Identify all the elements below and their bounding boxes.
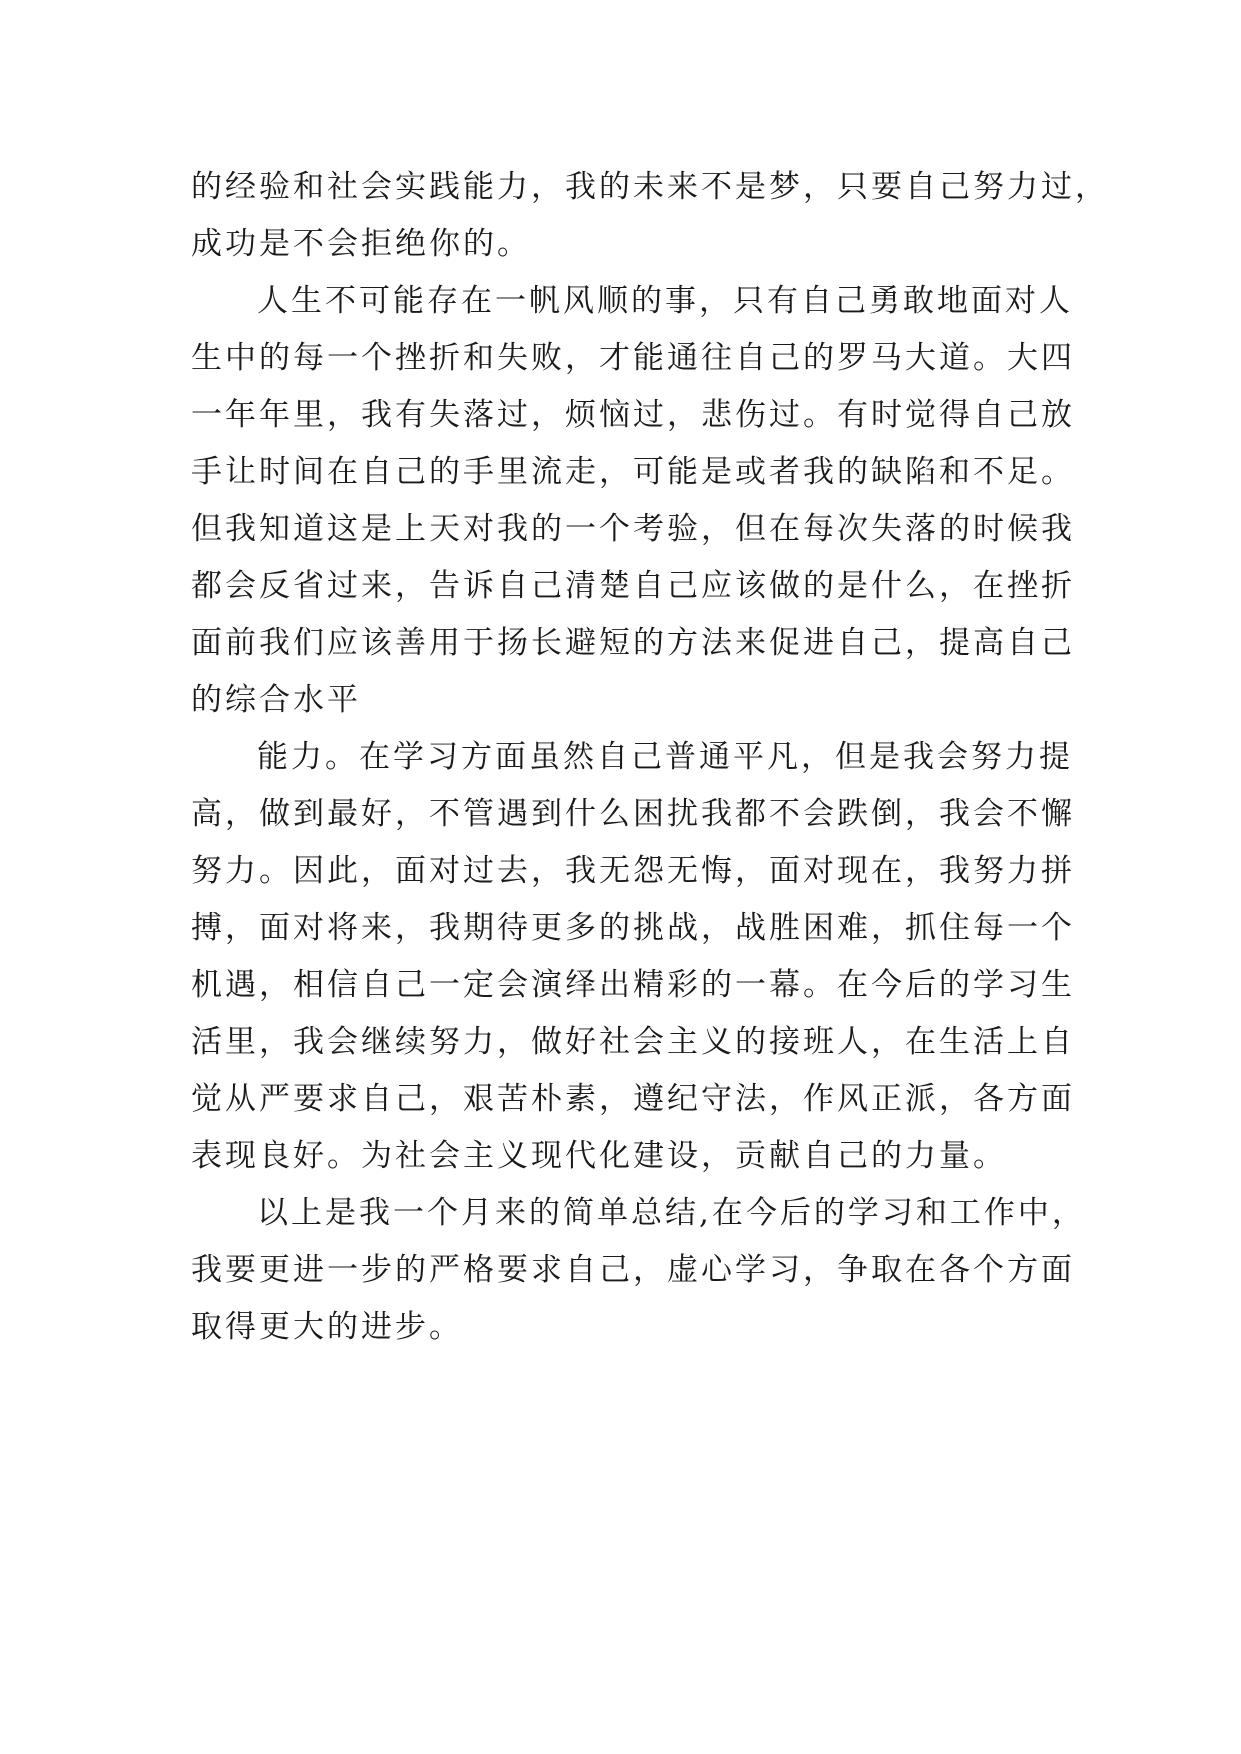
text-line: 机遇，相信自己一定会演绎出精彩的一幕。在今后的学习生	[191, 967, 1075, 1003]
text-line: 的综合水平	[191, 682, 361, 718]
text-line: 我要更进一步的严格要求自己，虚心学习，争取在各个方面	[191, 1252, 1075, 1288]
text-line: 以上是我一个月来的简单总结,在今后的学习和工作中，	[257, 1195, 1086, 1231]
text-line: 觉从严要求自己，艰苦朴素，遵纪守法，作风正派，各方面	[191, 1081, 1075, 1117]
text-line: 但我知道这是上天对我的一个考验，但在每次失落的时候我	[191, 511, 1075, 547]
text-line: 成功是不会拒绝你的。	[191, 226, 531, 262]
text-line: 人生不可能存在一帆风顺的事，只有自己勇敢地面对人	[257, 283, 1073, 319]
paragraph	[191, 1185, 1086, 1356]
text-line: 的经验和社会实践能力，我的未来不是梦，只要自己努力过，	[191, 169, 1109, 205]
text-line: 表现良好。为社会主义现代化建设，贡献自己的力量。	[191, 1138, 1007, 1174]
text-line: 都会反省过来，告诉自己清楚自己应该做的是什么，在挫折	[191, 568, 1075, 604]
paragraph	[191, 273, 1075, 729]
text-line: 搏，面对将来，我期待更多的挑战，战胜困难，抓住每一个	[191, 910, 1075, 946]
text-line: 取得更大的进步。	[191, 1309, 463, 1345]
paragraph	[191, 159, 1109, 273]
text-line: 一年年里，我有失落过，烦恼过，悲伤过。有时觉得自己放	[191, 397, 1075, 433]
text-line: 能力。在学习方面虽然自己普通平凡，但是我会努力提	[257, 739, 1073, 775]
text-line: 活里，我会继续努力，做好社会主义的接班人，在生活上自	[191, 1024, 1075, 1060]
text-line: 手让时间在自己的手里流走，可能是或者我的缺陷和不足。	[191, 454, 1075, 490]
paragraph	[191, 729, 1075, 1185]
text-line: 生中的每一个挫折和失败，才能通往自己的罗马大道。大四	[191, 340, 1075, 376]
document-body	[191, 159, 1109, 1356]
text-line: 高，做到最好，不管遇到什么困扰我都不会跌倒，我会不懈	[191, 796, 1075, 832]
text-line: 努力。因此，面对过去，我无怨无悔，面对现在，我努力拼	[191, 853, 1075, 889]
text-line: 面前我们应该善用于扬长避短的方法来促进自己，提高自己	[191, 625, 1075, 661]
